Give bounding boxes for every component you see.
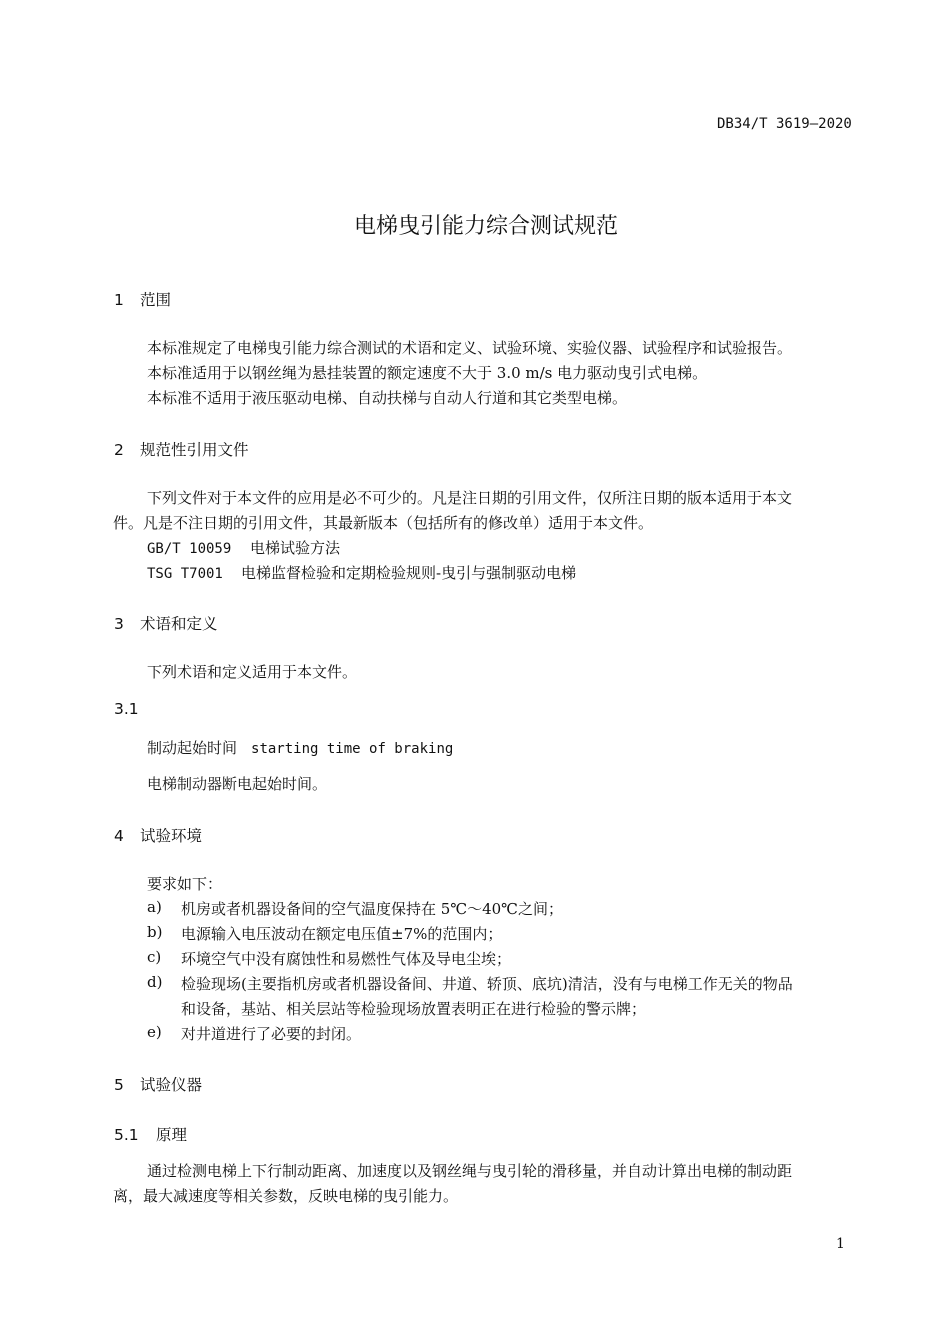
section-heading-5 bbox=[114, 1073, 202, 1095]
list-text: 环境空气中没有腐蚀性和易燃性气体及导电尘埃； bbox=[181, 950, 512, 968]
list-marker: b) bbox=[147, 923, 163, 941]
term-entry bbox=[147, 737, 453, 758]
reference-item bbox=[147, 537, 340, 558]
paragraph: 本标准不适用于液压驱动电梯、自动扶梯与自动人行道和其它类型电梯。 bbox=[147, 389, 628, 407]
document-code: DB34/T 3619—2020 bbox=[717, 116, 852, 132]
paragraph: 通过检测电梯上下行制动距离、加速度以及钢丝绳与曳引轮的滑移量，并自动计算出电梯的制动距 bbox=[147, 1162, 793, 1180]
section-title: 试验环境 bbox=[140, 827, 203, 845]
list-text: 检验现场(主要指机房或者机器设备间、井道、轿顶、底坑)清洁，没有与电梯工作无关的物品 bbox=[181, 975, 793, 993]
page-number: 1 bbox=[836, 1236, 845, 1252]
reference-item bbox=[147, 562, 576, 583]
section-heading-3 bbox=[114, 612, 218, 634]
paragraph: 要求如下： bbox=[147, 875, 223, 893]
paragraph: 本标准适用于以钢丝绳为悬挂装置的额定速度不大于 3.0 m/s 电力驱动曳引式电梯。 bbox=[147, 364, 708, 382]
list-marker: d) bbox=[147, 973, 163, 991]
section-number: 4 bbox=[114, 827, 124, 845]
section-heading-1 bbox=[114, 288, 171, 310]
paragraph: 件。凡是不注日期的引用文件，其最新版本（包括所有的修改单）适用于本文件。 bbox=[113, 514, 654, 532]
subsection-heading-5-1 bbox=[114, 1123, 187, 1145]
document-title: 电梯曳引能力综合测试规范 bbox=[353, 214, 618, 239]
list-text-continuation: 和设备，基站、相关层站等检验现场放置表明正在进行检验的警示牌； bbox=[181, 1000, 647, 1018]
section-number: 1 bbox=[114, 291, 124, 309]
list-text: 对井道进行了必要的封闭。 bbox=[181, 1025, 362, 1043]
section-number: 5 bbox=[114, 1076, 124, 1094]
list-marker: c) bbox=[147, 948, 162, 966]
section-number: 2 bbox=[114, 441, 124, 459]
term-chinese: 制动起始时间 bbox=[147, 739, 238, 757]
list-text: 电源输入电压波动在额定电压值±7%的范围内； bbox=[181, 925, 503, 943]
paragraph: 下列术语和定义适用于本文件。 bbox=[147, 663, 358, 681]
section-title: 范围 bbox=[140, 291, 172, 309]
reference-code: TSG T7001 bbox=[147, 566, 223, 582]
paragraph: 离，最大减速度等相关参数，反映电梯的曳引能力。 bbox=[113, 1187, 459, 1205]
subsection-number: 3.1 bbox=[114, 700, 139, 718]
paragraph: 下列文件对于本文件的应用是必不可少的。凡是注日期的引用文件，仅所注日期的版本适用于本文 bbox=[147, 489, 793, 507]
section-title: 术语和定义 bbox=[140, 615, 218, 633]
list-marker: a) bbox=[147, 898, 162, 916]
section-title: 试验仪器 bbox=[140, 1076, 203, 1094]
reference-code: GB/T 10059 bbox=[147, 541, 232, 557]
section-number: 3 bbox=[114, 615, 124, 633]
reference-title: 电梯监督检验和定期检验规则-曳引与强制驱动电梯 bbox=[241, 564, 577, 582]
list-text: 机房或者机器设备间的空气温度保持在 5℃～40℃之间； bbox=[181, 900, 563, 918]
section-title: 规范性引用文件 bbox=[140, 441, 249, 459]
term-definition: 电梯制动器断电起始时间。 bbox=[147, 775, 328, 793]
section-heading-4 bbox=[114, 824, 202, 846]
term-english: starting time of braking bbox=[251, 741, 454, 757]
subsection-number: 5.1 bbox=[114, 1126, 139, 1144]
subsection-title: 原理 bbox=[156, 1126, 188, 1144]
section-heading-2 bbox=[114, 438, 249, 460]
paragraph: 本标准规定了电梯曳引能力综合测试的术语和定义、试验环境、实验仪器、试验程序和试验报告。 bbox=[147, 339, 793, 357]
list-marker: e) bbox=[147, 1023, 162, 1041]
reference-title: 电梯试验方法 bbox=[250, 539, 341, 557]
